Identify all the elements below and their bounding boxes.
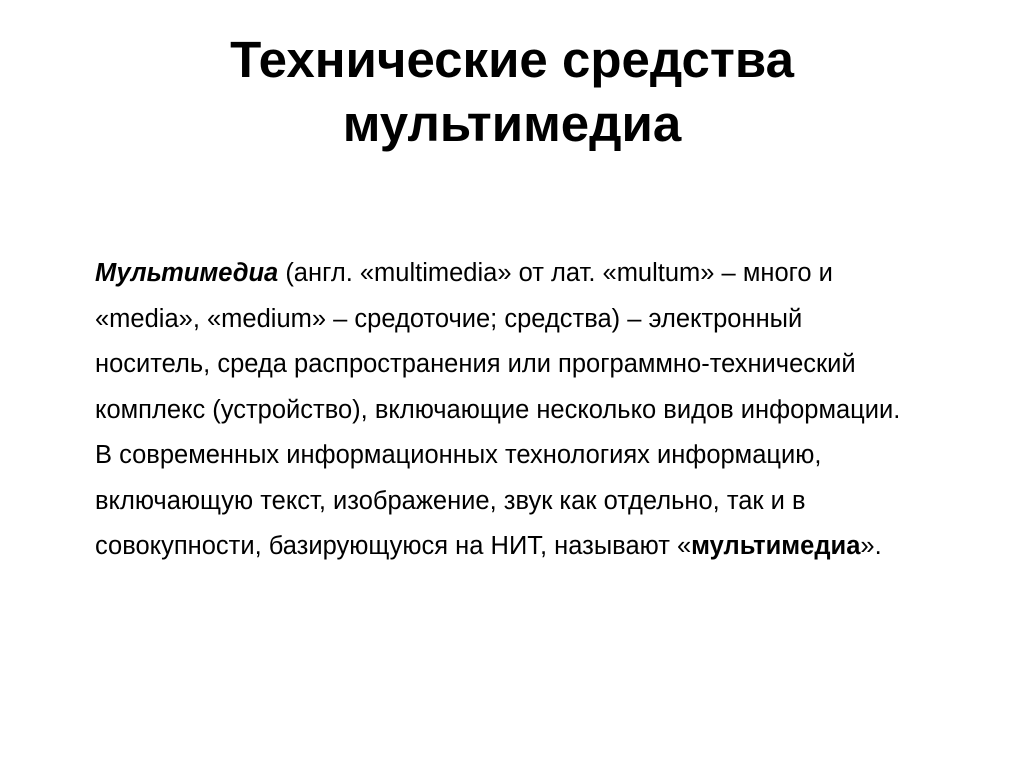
paragraph-line-5: В современных информационных технологиях информацию, [95,441,822,469]
term-multimedia-bold: мультимедиа [691,532,861,560]
slide-title-line-1: Технические средства [230,31,794,88]
slide-title [0,28,1024,156]
paragraph-line-7-end: ». [860,532,882,560]
term-multimedia-italic: Мультимедиа [95,259,279,287]
paragraph-line-1-rest: (англ. «multimedia» от лат. «multum» – много и [278,259,833,287]
paragraph-line-1 [95,251,1000,297]
slide-title-line-2: мультимедиа [342,95,682,152]
paragraph-line-7 [95,524,1000,570]
paragraph-line-3: носитель, среда распространения или программно-технический [95,350,856,378]
definition-paragraph [95,251,1000,570]
paragraph-line-2: «media», «medium» – средоточие; средства) – электронный [95,304,803,333]
paragraph-line-4: комплекс (устройство), включающие несколько видов информации. [95,395,901,424]
paragraph-line-7-start: совокупности, базирующуюся на НИТ, называют « [95,532,692,560]
paragraph-line-6: включающую текст, изображение, звук как отдельно, так и в [95,486,806,515]
